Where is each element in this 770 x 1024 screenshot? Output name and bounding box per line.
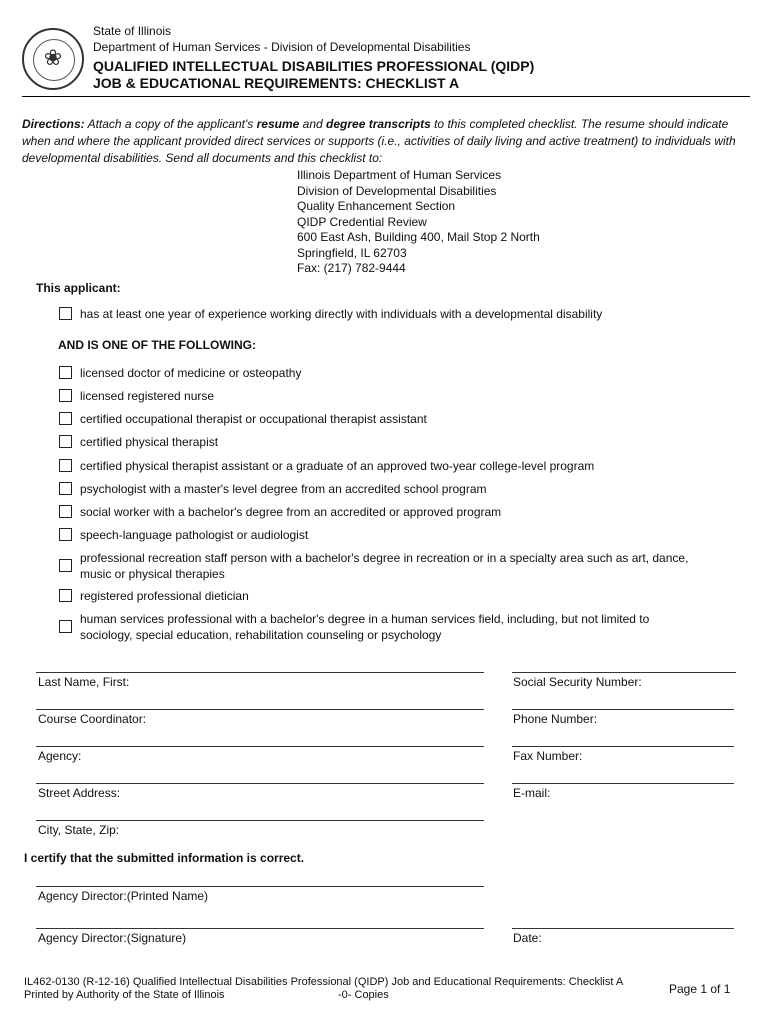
qualification-checkbox[interactable]: [59, 505, 72, 518]
last-name-label: Last Name, First:: [38, 675, 130, 689]
city-state-zip-field[interactable]: [36, 820, 484, 821]
qualification-checkbox[interactable]: [59, 412, 72, 425]
director-signature-label: Agency Director:(Signature): [38, 931, 187, 945]
last-name-field[interactable]: [36, 672, 484, 673]
address-line: 600 East Ash, Building 400, Mail Stop 2 North: [297, 230, 540, 244]
ssn-label: Social Security Number:: [513, 675, 642, 689]
department-name: Department of Human Services - Division of Developmental Disabilities: [93, 40, 471, 54]
directions-text-3: to this completed checklist. The resume should indicate when and where the applicant provided direct services or supports (i.e., activities of daily living and active treatment) to individuals with developmental disabilities. Send all documents and this checklist to:: [22, 117, 736, 165]
date-field[interactable]: [512, 928, 734, 929]
page-number: Page 1 of 1: [669, 982, 731, 996]
qualification-checkbox[interactable]: [59, 620, 72, 633]
header-divider: [22, 96, 750, 97]
street-address-label: Street Address:: [38, 786, 121, 800]
directions-text-1: Attach a copy of the applicant's: [84, 117, 257, 131]
phone-label: Phone Number:: [513, 712, 598, 726]
qualification-checkbox[interactable]: [59, 482, 72, 495]
qualification-checkbox[interactable]: [59, 435, 72, 448]
qualification-label: human services professional with a bachelor's degree in a human services field, including, but not limited to sociology, special education, rehabilitation counseling or psychology: [80, 612, 650, 642]
director-signature-field[interactable]: [36, 928, 484, 929]
directions-resume: resume: [256, 117, 300, 131]
qualification-label: social worker with a bachelor's degree from an accredited or approved program: [80, 505, 502, 519]
email-field[interactable]: [512, 783, 734, 784]
qualification-checkbox[interactable]: [59, 366, 72, 379]
address-line: Division of Developmental Disabilities: [297, 184, 497, 198]
qualification-label: licensed registered nurse: [80, 389, 215, 403]
qualification-label: psychologist with a master's level degree from an accredited school program: [80, 482, 487, 496]
agency-label: Agency:: [38, 749, 82, 763]
state-seal-icon: ❀: [22, 28, 84, 90]
director-name-label: Agency Director:(Printed Name): [38, 889, 209, 903]
city-state-zip-label: City, State, Zip:: [38, 823, 120, 837]
address-line: Springfield, IL 62703: [297, 246, 407, 260]
address-line: Quality Enhancement Section: [297, 199, 456, 213]
date-label: Date:: [513, 931, 542, 945]
directions-label: Directions:: [22, 117, 85, 131]
experience-label: has at least one year of experience working directly with individuals with a developmental disability: [80, 307, 603, 321]
address-line: QIDP Credential Review: [297, 215, 427, 229]
qualification-checkbox[interactable]: [59, 528, 72, 541]
qualification-label: certified physical therapist: [80, 435, 219, 449]
agency-field[interactable]: [36, 746, 484, 747]
qualification-label: registered professional dietician: [80, 589, 249, 603]
qualification-checkbox[interactable]: [59, 459, 72, 472]
qualification-checkbox[interactable]: [59, 559, 72, 572]
copies-count: -0- Copies: [338, 989, 389, 1001]
printed-by: Printed by Authority of the State of Illinois: [24, 989, 225, 1001]
fax-field[interactable]: [512, 746, 734, 747]
qualification-label: certified occupational therapist or occupational therapist assistant: [80, 412, 427, 426]
ssn-field[interactable]: [512, 672, 736, 673]
experience-checkbox[interactable]: [59, 307, 72, 320]
qualification-label: certified physical therapist assistant or a graduate of an approved two-year college-level program: [80, 459, 595, 473]
email-label: E-mail:: [513, 786, 551, 800]
qualification-checkbox[interactable]: [59, 589, 72, 602]
applicant-label: This applicant:: [36, 281, 121, 295]
address-line: Fax: (217) 782-9444: [297, 261, 406, 275]
form-title-line1: QUALIFIED INTELLECTUAL DISABILITIES PROFESSIONAL (QIDP): [93, 58, 535, 74]
state-name: State of Illinois: [93, 24, 172, 38]
street-address-field[interactable]: [36, 783, 484, 784]
qualification-checkbox[interactable]: [59, 389, 72, 402]
course-coordinator-label: Course Coordinator:: [38, 712, 147, 726]
fax-label: Fax Number:: [513, 749, 583, 763]
directions-transcripts: degree transcripts: [326, 117, 431, 131]
qualification-label: licensed doctor of medicine or osteopathy: [80, 366, 302, 380]
qualification-label: professional recreation staff person with a bachelor's degree in recreation or in a specialty area such as art, dance, music or physical therapies: [80, 551, 689, 581]
address-line: Illinois Department of Human Services: [297, 168, 502, 182]
qualification-label: speech-language pathologist or audiologist: [80, 528, 309, 542]
director-name-field[interactable]: [36, 886, 484, 887]
directions-paragraph: [22, 116, 748, 167]
directions-text-2: and: [299, 117, 327, 131]
course-coordinator-field[interactable]: [36, 709, 484, 710]
phone-field[interactable]: [512, 709, 734, 710]
form-title-line2: JOB & EDUCATIONAL REQUIREMENTS: CHECKLIST A: [93, 75, 460, 91]
one-of-following-label: AND IS ONE OF THE FOLLOWING:: [58, 338, 256, 352]
form-id: IL462-0130 (R-12-16) Qualified Intellectual Disabilities Professional (QIDP) Job and Educational Requirements: Checklist A: [24, 976, 624, 988]
certify-statement: I certify that the submitted information is correct.: [24, 851, 305, 865]
